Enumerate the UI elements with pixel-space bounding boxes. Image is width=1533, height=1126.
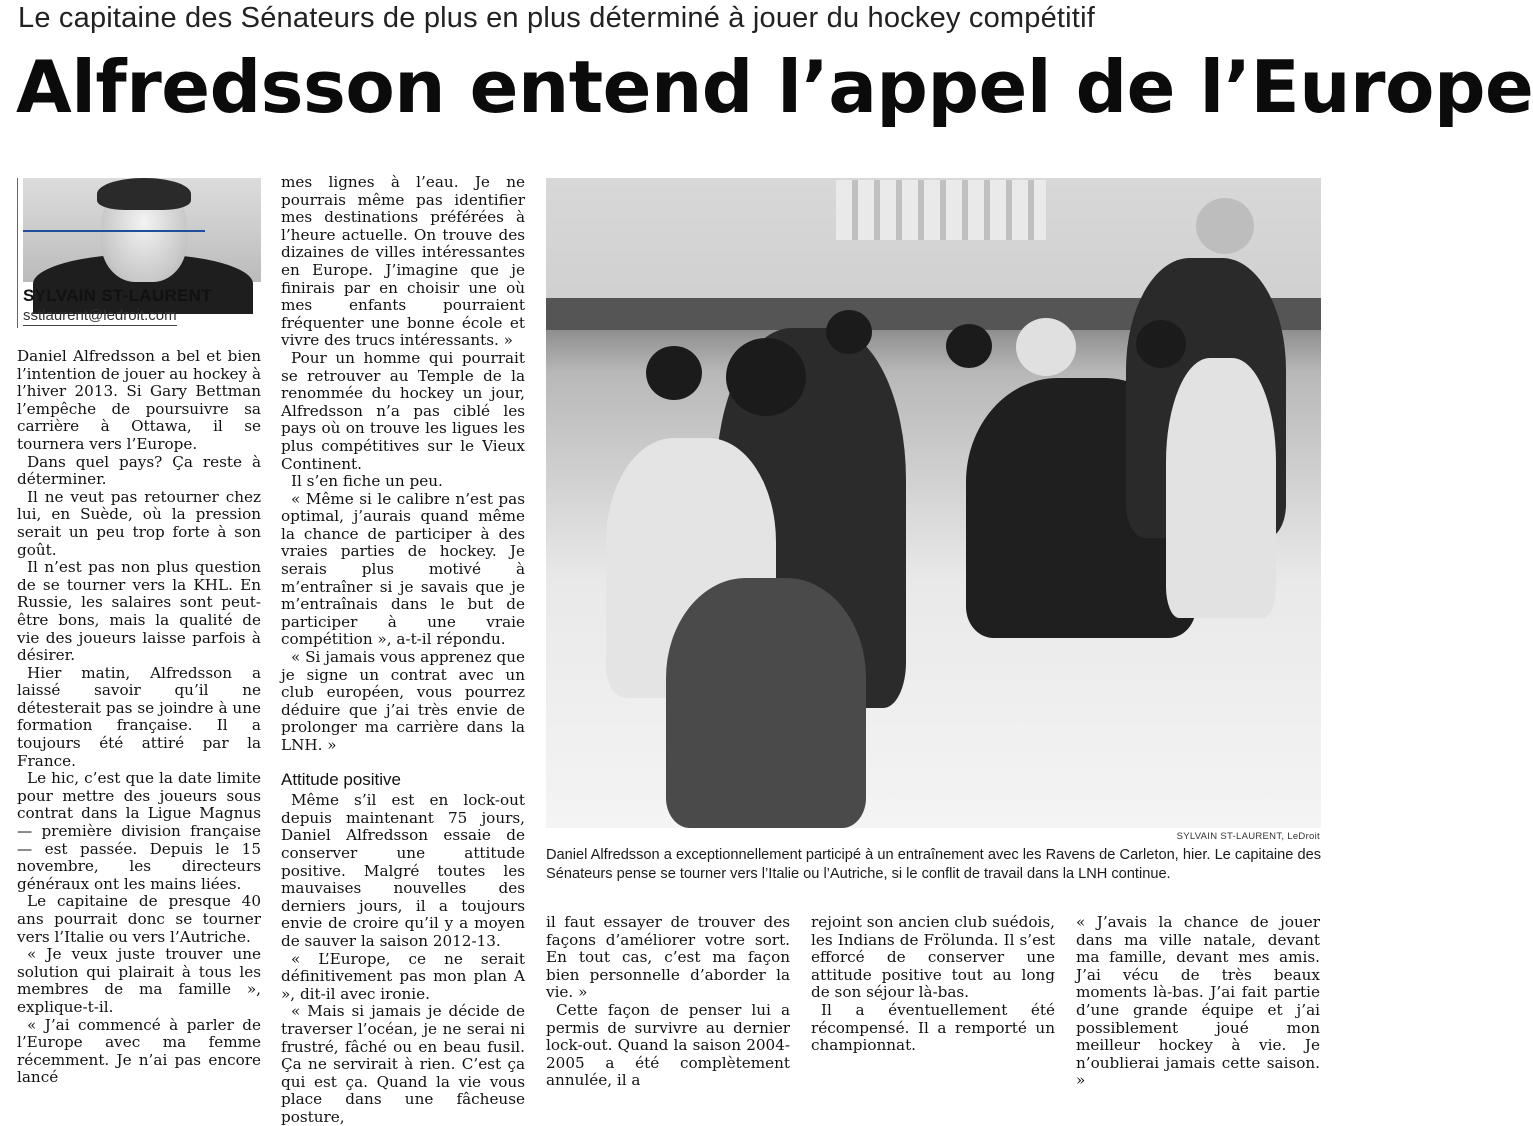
paragraph: « Même si le calibre n’est pas optimal, j’aurais quand même la chance de participer à des vraies parties de hockey. Je serais plus motivé à m’entraîner si je savais que je m’entraînais dans le but de participer à une vraie compétition », a-t-il répondu.: [281, 489, 525, 649]
paragraph: Hier matin, Alfredsson a laissé savoir qu’il ne détesterait pas se joindre à une formation française. Il a toujours été attiré par la France.: [17, 663, 261, 770]
paragraph: « J’ai commencé à parler de l’Europe avec ma femme récemment. Je n’ai pas encore lancé: [17, 1015, 261, 1087]
paragraph: « J’avais la chance de jouer dans ma ville natale, devant ma famille, devant mes amis. J’ai vécu de très beaux moments là-bas. J’ai fait partie d’une grande équipe et j’ai possiblement joué mon meilleur hockey à vie. Je n’oublierai jamais cette saison. »: [1076, 913, 1320, 1090]
paragraph: « L’Europe, ce ne serait définitivement pas mon plan A », dit-il avec ironie.: [281, 949, 525, 1003]
photo-credit: SYLVAIN ST-LAURENT, LeDroit: [1176, 831, 1320, 842]
article-column-5: [1076, 914, 1320, 1090]
paragraph: Dans quel pays? Ça reste à déterminer.: [17, 452, 261, 489]
article-column-3: [546, 914, 790, 1090]
author-name: SYLVAIN ST-LAURENT: [23, 286, 212, 305]
paragraph: Il n’est pas non plus question de se tourner vers la KHL. En Russie, les salaires sont peut-être bons, mais la qualité de vie des joueurs laisse parfois à désirer.: [17, 558, 261, 665]
photo-caption: Daniel Alfredsson a exceptionnellement participé à un entraînement avec les Ravens de Carleton, hier. Le capitaine des Sénateurs pense se tourner vers l’Italie ou l’Autriche, si le conflit de travail dans la LNH continue.: [546, 847, 1321, 882]
paragraph: Il ne veut pas retourner chez lui, en Suède, où la pression serait un peu trop forte à son goût.: [17, 487, 261, 559]
author-email-link[interactable]: sstlaurent@ledroit.com: [23, 307, 177, 324]
paragraph: « Je veux juste trouver une solution qui plairait à tous les membres de ma famille », explique-t-il.: [17, 945, 261, 1016]
paragraph: « Si jamais vous apprenez que je signe un contrat avec un club européen, vous pourrez déduire que j’ai très envie de prolonger ma carrière dans la LNH. »: [281, 648, 525, 754]
subheading: Attitude positive: [281, 769, 402, 789]
paragraph: Daniel Alfredsson a bel et bien l’intention de jouer au hockey à l’hiver 2013. Si Gary Bettman l’empêche de poursuivre sa carrière à Ottawa, il se tournera vers l’Europe.: [17, 347, 261, 453]
paragraph: « Mais si jamais je décide de traverser l’océan, je ne serai ni frustré, fâché ou en beau fusil. Ça ne servirait à rien. C’est ça qui est ça. Quand la vie vous place dans une fâcheuse posture,: [281, 1002, 525, 1126]
paragraph: il faut essayer de trouver des façons d’améliorer votre sort. En tout cas, c’est ma façon bien personnelle d’aborder la vie. »: [546, 913, 790, 1002]
paragraph: Même s’il est en lock-out depuis maintenant 75 jours, Daniel Alfredsson essaie de conserver une attitude positive. Malgré toutes les mauvaises nouvelles des derniers jours, il a toujours envie de croire qu’il y a moyen de sauver la saison 2012-13.: [281, 791, 525, 950]
article-column-1: [17, 348, 261, 1087]
author-photo: [23, 178, 261, 282]
paragraph: Le hic, c’est que la date limite pour mettre des joueurs sous contrat dans la Ligue Magnus — première division française — est passée. Depuis le 15 novembre, les directeurs généraux ont les mains liées.: [17, 769, 261, 893]
headline: Alfredsson entend l’appel de l’Europe: [16, 45, 1533, 129]
author-rule: [23, 230, 205, 232]
column-rule: [17, 178, 18, 328]
paragraph: Pour un homme qui pourrait se retrouver au Temple de la renommée du hockey un jour, Alfredsson n’a pas ciblé les pays où on trouve les ligues les plus compétitives sur le Vieux Continent.: [281, 348, 525, 473]
hockey-practice-photo: [546, 178, 1321, 828]
paragraph: Il a éventuellement été récompensé. Il a remporté un championnat.: [811, 1000, 1055, 1055]
paragraph: Cette façon de penser lui a permis de survivre au dernier lock-out. Quand la saison 2004-2005 a été complètement annulée, il a: [546, 1000, 790, 1090]
article-column-4: [811, 914, 1055, 1055]
paragraph: rejoint son ancien club suédois, les Indians de Frölunda. Il s’est efforcé de conserver une attitude positive tout au long de son séjour là-bas.: [811, 913, 1055, 1002]
kicker: Le capitaine des Sénateurs de plus en plus déterminé à jouer du hockey compétitif: [18, 2, 1095, 34]
paragraph: mes lignes à l’eau. Je ne pourrais même pas identifier mes destinations préférées à l’heure actuelle. On trouve des dizaines de villes intéressantes en Europe. J’imagine que je finirais par en choisir une où mes enfants pourraient fréquenter une bonne école et vivre des trucs intéressants. »: [281, 173, 525, 350]
article-column-2: [281, 174, 525, 1126]
paragraph: Il s’en fiche un peu.: [291, 472, 443, 491]
paragraph: Le capitaine de presque 40 ans pourrait donc se tourner vers l’Italie ou vers l’Autriche.: [17, 892, 261, 946]
